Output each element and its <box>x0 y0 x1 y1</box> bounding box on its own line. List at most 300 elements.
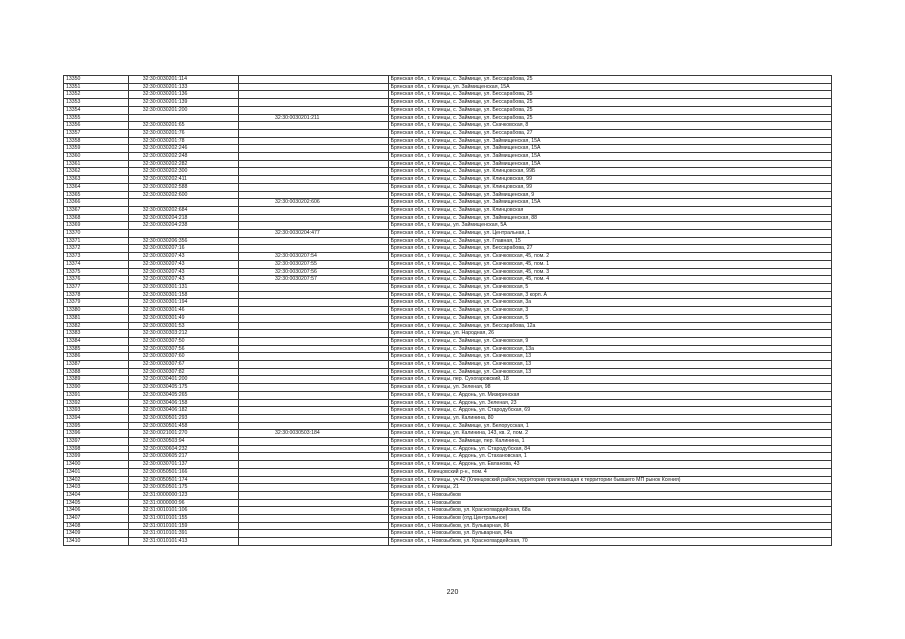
table-row <box>64 245 832 253</box>
related-cadastral-number-cell <box>239 176 389 184</box>
related-cadastral-number-cell <box>239 137 389 145</box>
cadastral-number-cell: 32:30:0030207:16 <box>128 245 238 253</box>
related-cadastral-number-cell <box>239 353 389 361</box>
address-cell: Брянская обл., г. Клинцы, с. Займище, ул. Клинцовская, 99 <box>388 176 831 184</box>
row-number-cell: 13375 <box>64 268 129 276</box>
address-cell: Брянская обл., г. Клинцы, с. Займище, ул. Клинцовская <box>388 206 831 214</box>
cadastral-number-cell: 32:31:0000000:96 <box>128 499 238 507</box>
table-row <box>64 199 832 207</box>
row-number-cell: 13362 <box>64 168 129 176</box>
table-row <box>64 237 832 245</box>
table-row <box>64 176 832 184</box>
cadastral-number-cell: 32:30:0030207:43 <box>128 253 238 261</box>
table-row <box>64 137 832 145</box>
related-cadastral-number-cell <box>239 245 389 253</box>
table-row <box>64 414 832 422</box>
row-number-cell: 13366 <box>64 199 129 207</box>
related-cadastral-number-cell <box>239 83 389 91</box>
related-cadastral-number-cell <box>239 414 389 422</box>
address-cell: Брянская обл., г. Клинцы, с. Займище, ул. Бессарабова, 12а <box>388 322 831 330</box>
address-cell: Брянская обл., г. Клинцы, с. Займище, ул. Скачковская, 9 <box>388 337 831 345</box>
cadastral-number-cell: 32:30:0030202:684 <box>128 206 238 214</box>
related-cadastral-number-cell <box>239 476 389 484</box>
address-cell: Брянская обл., г. Клинцы, с. Займище, ул. Белорусская, 1 <box>388 422 831 430</box>
table-row <box>64 422 832 430</box>
row-number-cell: 13354 <box>64 106 129 114</box>
row-number-cell: 13400 <box>64 461 129 469</box>
cadastral-number-cell: 32:30:0050501:175 <box>128 484 238 492</box>
table-row <box>64 376 832 384</box>
address-cell: Брянская обл., г. Клинцы, с. Займище, ул. Бессарабова, 25 <box>388 91 831 99</box>
address-cell: Брянская обл., г. Клинцы, с. Займище, ул. Скачковская, 45, пом. 4 <box>388 276 831 284</box>
cadastral-number-cell: 32:30:0030202:411 <box>128 176 238 184</box>
related-cadastral-number-cell <box>239 129 389 137</box>
cadastral-number-cell: 32:30:0030301:46 <box>128 307 238 315</box>
related-cadastral-number-cell <box>239 206 389 214</box>
address-cell: Брянская обл., г. Клинцы, 21 <box>388 484 831 492</box>
cadastral-number-cell: 32:30:0050501:174 <box>128 476 238 484</box>
cadastral-number-cell: 32:30:0030202:600 <box>128 191 238 199</box>
table-row <box>64 91 832 99</box>
address-cell: Брянская обл., г. Клинцы, ул. Народная, 26 <box>388 330 831 338</box>
table-row <box>64 430 832 438</box>
cadastral-number-cell: 32:30:0030201:200 <box>128 106 238 114</box>
address-cell: Брянская обл., г. Клинцы, с. Займище, ул. Займищенская, 88 <box>388 214 831 222</box>
cadastral-table <box>63 75 832 546</box>
cadastral-number-cell: 32:30:0030301:194 <box>128 299 238 307</box>
cadastral-number-cell: 32:30:0030501:458 <box>128 422 238 430</box>
table-row <box>64 391 832 399</box>
row-number-cell: 13351 <box>64 83 129 91</box>
address-cell: Брянская обл., г. Клинцы, с. Займище, ул. Скачковская, 13 <box>388 361 831 369</box>
row-number-cell: 13363 <box>64 176 129 184</box>
table-row <box>64 160 832 168</box>
table-row <box>64 322 832 330</box>
table-row <box>64 276 832 284</box>
address-cell: Брянская обл., г. Клинцы, с. Займище, ул. Займищенская, 15А <box>388 153 831 161</box>
address-cell: Брянская обл., г. Новозыбков (отд.Центральное) <box>388 515 831 523</box>
cadastral-number-cell: 32:30:0030201:136 <box>128 91 238 99</box>
related-cadastral-number-cell: 32:30:0030207:55 <box>239 260 389 268</box>
address-cell: Брянская обл., г. Клинцы, с. Займище, ул. Скачковская, 13 <box>388 353 831 361</box>
table-row <box>64 314 832 322</box>
row-number-cell: 13410 <box>64 538 129 546</box>
row-number-cell: 13391 <box>64 391 129 399</box>
table-row <box>64 538 832 546</box>
row-number-cell: 13394 <box>64 414 129 422</box>
address-cell: Брянская обл., г. Клинцы, с. Ардонь, ул. Стахановская, 1 <box>388 453 831 461</box>
cadastral-number-cell: 32:31:0010101:391 <box>128 530 238 538</box>
cadastral-number-cell: 32:30:0030503:94 <box>128 438 238 446</box>
address-cell: Брянская обл., г. Клинцы, с. Займище, ул. Займищенская, 15А <box>388 199 831 207</box>
table-row <box>64 330 832 338</box>
related-cadastral-number-cell <box>239 99 389 107</box>
address-cell: Брянская обл., г. Клинцы, с. Займище, ул. Займищенская, 15А <box>388 137 831 145</box>
related-cadastral-number-cell <box>239 438 389 446</box>
address-cell: Брянская обл., г. Клинцы, с. Займище, ул. Клинцовская, 99 <box>388 183 831 191</box>
table-row <box>64 515 832 523</box>
table-row <box>64 129 832 137</box>
row-number-cell: 13367 <box>64 206 129 214</box>
table-row <box>64 353 832 361</box>
row-number-cell: 13369 <box>64 222 129 230</box>
row-number-cell: 13401 <box>64 468 129 476</box>
cadastral-number-cell <box>128 199 238 207</box>
table-row <box>64 106 832 114</box>
address-cell: Брянская обл., г. Клинцы, с. Займище, ул. Скачковская, 45, пом. 2 <box>388 253 831 261</box>
related-cadastral-number-cell <box>239 291 389 299</box>
related-cadastral-number-cell <box>239 307 389 315</box>
page-number: 220 <box>446 589 459 596</box>
address-cell: Брянская обл., г. Клинцы, с. Ардонь, ул. Зеленая, 23 <box>388 399 831 407</box>
row-number-cell: 13385 <box>64 345 129 353</box>
table-row <box>64 522 832 530</box>
address-cell: Брянская обл., г. Клинцы, пер. Сухогаровский, 18 <box>388 376 831 384</box>
related-cadastral-number-cell <box>239 214 389 222</box>
address-cell: Брянская обл., г. Клинцы, с. Займище, ул. Клинцовская, 99Б <box>388 168 831 176</box>
address-cell: Брянская обл., г. Клинцы, с. Ардонь, ул. Стародубская, 69 <box>388 407 831 415</box>
table-row <box>64 461 832 469</box>
row-number-cell: 13382 <box>64 322 129 330</box>
related-cadastral-number-cell <box>239 91 389 99</box>
table-row <box>64 384 832 392</box>
table-row <box>64 491 832 499</box>
related-cadastral-number-cell <box>239 337 389 345</box>
related-cadastral-number-cell <box>239 314 389 322</box>
row-number-cell: 13380 <box>64 307 129 315</box>
related-cadastral-number-cell <box>239 499 389 507</box>
address-cell: Брянская обл., г. Клинцы, с. Займище, ул. Бессарабова, 27 <box>388 245 831 253</box>
related-cadastral-number-cell <box>239 491 389 499</box>
related-cadastral-number-cell <box>239 376 389 384</box>
address-cell: Брянская обл., г. Клинцы, с. Займище, ул. Бессарабова, 25 <box>388 106 831 114</box>
table-row <box>64 407 832 415</box>
cadastral-number-cell: 32:30:0030301:131 <box>128 283 238 291</box>
related-cadastral-number-cell <box>239 122 389 130</box>
table-row <box>64 453 832 461</box>
address-cell: Брянская обл., г. Клинцы, ул. Зеленая, 98 <box>388 384 831 392</box>
address-cell: Брянская обл., г. Клинцы, с. Займище, ул. Скачковская, 45, пом. 1 <box>388 260 831 268</box>
row-number-cell: 13407 <box>64 515 129 523</box>
row-number-cell: 13374 <box>64 260 129 268</box>
address-cell: Брянская обл., г. Клинцы, с. Ардонь, ул. Стародубская, 84 <box>388 445 831 453</box>
cadastral-number-cell: 32:31:0010101:155 <box>128 515 238 523</box>
table-row <box>64 253 832 261</box>
table-row <box>64 345 832 353</box>
cadastral-number-cell: 32:30:0030307:67 <box>128 361 238 369</box>
table-row <box>64 145 832 153</box>
row-number-cell: 13360 <box>64 153 129 161</box>
row-number-cell: 13350 <box>64 76 129 84</box>
related-cadastral-number-cell <box>239 183 389 191</box>
address-cell: Брянская обл., г. Клинцы, с. Займище, ул. Центральная, 1 <box>388 230 831 238</box>
cadastral-number-cell: 32:30:0021001:270 <box>128 430 238 438</box>
row-number-cell: 13409 <box>64 530 129 538</box>
table-row <box>64 214 832 222</box>
related-cadastral-number-cell <box>239 237 389 245</box>
address-cell: Брянская обл., г. Новозыбков, ул. Красногвардейская, 70 <box>388 538 831 546</box>
row-number-cell: 13386 <box>64 353 129 361</box>
cadastral-number-cell: 32:30:0030301:158 <box>128 291 238 299</box>
related-cadastral-number-cell <box>239 515 389 523</box>
cadastral-number-cell: 32:30:0030201:139 <box>128 99 238 107</box>
row-number-cell: 13364 <box>64 183 129 191</box>
cadastral-number-cell: 32:30:0030207:43 <box>128 268 238 276</box>
address-cell: Брянская обл., Клинцовский р-н., пом. 4 <box>388 468 831 476</box>
cadastral-number-cell: 32:30:0030207:43 <box>128 276 238 284</box>
cadastral-number-cell <box>128 114 238 122</box>
related-cadastral-number-cell <box>239 407 389 415</box>
row-number-cell: 13390 <box>64 384 129 392</box>
related-cadastral-number-cell <box>239 453 389 461</box>
cadastral-number-cell: 32:30:0030204:238 <box>128 222 238 230</box>
cadastral-number-cell: 32:30:0030202:246 <box>128 145 238 153</box>
cadastral-number-cell: 32:30:0030301:53 <box>128 322 238 330</box>
related-cadastral-number-cell: 32:30:0030204:477 <box>239 230 389 238</box>
address-cell: Брянская обл., г. Клинцы, с. Займище, ул. Бессарабова, 25 <box>388 99 831 107</box>
address-cell: Брянская обл., г. Клинцы, с. Займище, ул. Бессарабова, 27 <box>388 129 831 137</box>
address-cell: Брянская обл., г. Клинцы, с. Займище, ул. Скачковская, 45, пом. 3 <box>388 268 831 276</box>
cadastral-number-cell: 32:30:0030604:232 <box>128 445 238 453</box>
row-number-cell: 13406 <box>64 507 129 515</box>
cadastral-number-cell: 32:30:0050501:166 <box>128 468 238 476</box>
address-cell: Брянская обл., г. Клинцы, с. Займище, ул. Скачковская, 13а <box>388 345 831 353</box>
address-cell: Брянская обл., г. Новозыбков <box>388 499 831 507</box>
related-cadastral-number-cell <box>239 322 389 330</box>
related-cadastral-number-cell <box>239 391 389 399</box>
address-cell: Брянская обл., г. Клинцы, уч.42 (Клинцовский район,территория прилегающая к территории бывшего МП рынок Ксения) <box>388 476 831 484</box>
table-row <box>64 99 832 107</box>
cadastral-number-cell: 32:31:0000000:123 <box>128 491 238 499</box>
related-cadastral-number-cell <box>239 361 389 369</box>
row-number-cell: 13356 <box>64 122 129 130</box>
cadastral-number-cell: 32:30:0030307:60 <box>128 353 238 361</box>
address-cell: Брянская обл., г. Клинцы, с. Займище, ул. Бессарабова, 25 <box>388 76 831 84</box>
related-cadastral-number-cell <box>239 299 389 307</box>
row-number-cell: 13373 <box>64 253 129 261</box>
row-number-cell: 13368 <box>64 214 129 222</box>
address-cell: Брянская обл., г. Клинцы, с. Займище, ул. Главная, 15 <box>388 237 831 245</box>
table-row <box>64 76 832 84</box>
related-cadastral-number-cell <box>239 468 389 476</box>
row-number-cell: 13384 <box>64 337 129 345</box>
row-number-cell: 13365 <box>64 191 129 199</box>
address-cell: Брянская обл., г. Клинцы, с. Займище, ул. Скачковская, 5 <box>388 314 831 322</box>
address-cell: Брянская обл., г. Клинцы, с. Ардонь, ул. Евланова, 43 <box>388 461 831 469</box>
table-row <box>64 399 832 407</box>
related-cadastral-number-cell: 32:30:0030207:54 <box>239 253 389 261</box>
cadastral-number-cell: 32:31:0010101:159 <box>128 522 238 530</box>
related-cadastral-number-cell <box>239 283 389 291</box>
cadastral-number-cell: 32:31:0010101:413 <box>128 538 238 546</box>
address-cell: Брянская обл., г. Клинцы, с. Займище, ул. Скачковская, 3а <box>388 299 831 307</box>
cadastral-number-cell: 32:30:0030501:293 <box>128 414 238 422</box>
table-row <box>64 299 832 307</box>
row-number-cell: 13352 <box>64 91 129 99</box>
related-cadastral-number-cell: 32:30:0030202:606 <box>239 199 389 207</box>
row-number-cell: 13355 <box>64 114 129 122</box>
row-number-cell: 13408 <box>64 522 129 530</box>
row-number-cell: 13393 <box>64 407 129 415</box>
row-number-cell: 13361 <box>64 160 129 168</box>
row-number-cell: 13395 <box>64 422 129 430</box>
related-cadastral-number-cell <box>239 422 389 430</box>
row-number-cell: 13379 <box>64 299 129 307</box>
related-cadastral-number-cell <box>239 445 389 453</box>
table-body <box>64 76 832 546</box>
row-number-cell: 13383 <box>64 330 129 338</box>
related-cadastral-number-cell <box>239 345 389 353</box>
row-number-cell: 13405 <box>64 499 129 507</box>
row-number-cell: 13388 <box>64 368 129 376</box>
row-number-cell: 13404 <box>64 491 129 499</box>
cadastral-number-cell: 32:30:0030301:49 <box>128 314 238 322</box>
related-cadastral-number-cell <box>239 507 389 515</box>
cadastral-number-cell: 32:30:0030405:175 <box>128 384 238 392</box>
cadastral-number-cell: 32:30:0030206:356 <box>128 237 238 245</box>
cadastral-number-cell: 32:30:0030202:300 <box>128 168 238 176</box>
related-cadastral-number-cell <box>239 106 389 114</box>
related-cadastral-number-cell <box>239 145 389 153</box>
table-row <box>64 168 832 176</box>
table-row <box>64 507 832 515</box>
address-cell: Брянская обл., г. Клинцы, ул. Займищенская, 5А <box>388 222 831 230</box>
table-row <box>64 438 832 446</box>
cadastral-number-cell: 32:30:0030202:588 <box>128 183 238 191</box>
related-cadastral-number-cell: 32:30:0030207:57 <box>239 276 389 284</box>
address-cell: Брянская обл., г. Клинцы, ул. Калинина, 143, кв. 2, пом. 2 <box>388 430 831 438</box>
related-cadastral-number-cell <box>239 530 389 538</box>
row-number-cell: 13358 <box>64 137 129 145</box>
address-cell: Брянская обл., г. Новозыбков, ул. Бульварная, 86 <box>388 522 831 530</box>
address-cell: Брянская обл., г. Клинцы, с. Займище, ул. Скачковская, 13 <box>388 368 831 376</box>
cadastral-number-cell: 32:30:0030307:50 <box>128 337 238 345</box>
table-row <box>64 291 832 299</box>
related-cadastral-number-cell <box>239 160 389 168</box>
address-cell: Брянская обл., г. Клинцы, с. Займище, ул. Бессарабова, 25 <box>388 114 831 122</box>
row-number-cell: 13399 <box>64 453 129 461</box>
table-row <box>64 206 832 214</box>
table-row <box>64 283 832 291</box>
row-number-cell: 13353 <box>64 99 129 107</box>
related-cadastral-number-cell: 32:30:0030503:184 <box>239 430 389 438</box>
address-cell: Брянская обл., г. Клинцы, ул. Калинина, 80 <box>388 414 831 422</box>
related-cadastral-number-cell: 32:30:0030207:56 <box>239 268 389 276</box>
table-row <box>64 530 832 538</box>
row-number-cell: 13402 <box>64 476 129 484</box>
related-cadastral-number-cell: 32:30:0030201:211 <box>239 114 389 122</box>
cadastral-number-cell: 32:30:0030307:56 <box>128 345 238 353</box>
address-cell: Брянская обл., г. Клинцы, с. Займище, пер. Калинина, 1 <box>388 438 831 446</box>
cadastral-number-cell: 32:30:0030406:182 <box>128 407 238 415</box>
address-cell: Брянская обл., г. Клинцы, с. Займище, ул. Скачковская, 8 <box>388 122 831 130</box>
table-row <box>64 484 832 492</box>
row-number-cell: 13377 <box>64 283 129 291</box>
cadastral-number-cell: 32:30:0030701:137 <box>128 461 238 469</box>
table-row <box>64 222 832 230</box>
row-number-cell: 13378 <box>64 291 129 299</box>
related-cadastral-number-cell <box>239 191 389 199</box>
table-row <box>64 114 832 122</box>
address-cell: Брянская обл., г. Клинцы, ул. Займищенская, 15А <box>388 83 831 91</box>
table-row <box>64 361 832 369</box>
row-number-cell: 13371 <box>64 237 129 245</box>
table-row <box>64 445 832 453</box>
table-row <box>64 307 832 315</box>
cadastral-number-cell <box>128 230 238 238</box>
table-row <box>64 499 832 507</box>
cadastral-number-cell: 32:30:0030207:43 <box>128 260 238 268</box>
cadastral-number-cell: 32:30:0030202:282 <box>128 160 238 168</box>
cadastral-number-cell: 32:30:0030307:82 <box>128 368 238 376</box>
cadastral-number-cell: 32:30:0030605:217 <box>128 453 238 461</box>
row-number-cell: 13376 <box>64 276 129 284</box>
table-row <box>64 368 832 376</box>
address-cell: Брянская обл., г. Клинцы, с. Займище, ул. Скачковская, 3 корп. А <box>388 291 831 299</box>
row-number-cell: 13357 <box>64 129 129 137</box>
related-cadastral-number-cell <box>239 399 389 407</box>
row-number-cell: 13392 <box>64 399 129 407</box>
table-row <box>64 230 832 238</box>
row-number-cell: 13387 <box>64 361 129 369</box>
row-number-cell: 13389 <box>64 376 129 384</box>
table-row <box>64 122 832 130</box>
address-cell: Брянская обл., г. Новозыбков <box>388 491 831 499</box>
related-cadastral-number-cell <box>239 330 389 338</box>
cadastral-number-cell: 32:30:0030201:78 <box>128 137 238 145</box>
address-cell: Брянская обл., г. Клинцы, с. Займище, ул. Займищенская, 9 <box>388 191 831 199</box>
related-cadastral-number-cell <box>239 461 389 469</box>
table-row <box>64 183 832 191</box>
related-cadastral-number-cell <box>239 484 389 492</box>
cadastral-number-cell: 32:30:0030406:158 <box>128 399 238 407</box>
related-cadastral-number-cell <box>239 384 389 392</box>
related-cadastral-number-cell <box>239 222 389 230</box>
address-cell: Брянская обл., г. Клинцы, с. Займище, ул. Скачковская, 3 <box>388 307 831 315</box>
address-cell: Брянская обл., г. Клинцы, с. Ардонь, ул. Мизиринская <box>388 391 831 399</box>
row-number-cell: 13372 <box>64 245 129 253</box>
cadastral-number-cell: 32:30:0030204:218 <box>128 214 238 222</box>
table-row <box>64 191 832 199</box>
cadastral-number-cell: 32:30:0030405:265 <box>128 391 238 399</box>
related-cadastral-number-cell <box>239 76 389 84</box>
related-cadastral-number-cell <box>239 153 389 161</box>
cadastral-number-cell: 32:30:0030401:200 <box>128 376 238 384</box>
row-number-cell: 13396 <box>64 430 129 438</box>
table-row <box>64 337 832 345</box>
cadastral-number-cell: 32:30:0030201:133 <box>128 83 238 91</box>
address-cell: Брянская обл., г. Клинцы, с. Займище, ул. Скачковская, 5 <box>388 283 831 291</box>
address-cell: Брянская обл., г. Новозыбков, ул. Красногвардейская, 68а <box>388 507 831 515</box>
related-cadastral-number-cell <box>239 368 389 376</box>
related-cadastral-number-cell <box>239 538 389 546</box>
cadastral-number-cell: 32:30:0030201:65 <box>128 122 238 130</box>
address-cell: Брянская обл., г. Клинцы, с. Займище, ул. Займищенская, 15А <box>388 160 831 168</box>
row-number-cell: 13370 <box>64 230 129 238</box>
table-row <box>64 468 832 476</box>
row-number-cell: 13359 <box>64 145 129 153</box>
table-row <box>64 153 832 161</box>
cadastral-number-cell: 32:30:0030201:114 <box>128 76 238 84</box>
cadastral-number-cell: 32:30:0030201:76 <box>128 129 238 137</box>
address-cell: Брянская обл., г. Клинцы, с. Займище, ул. Займищенская, 15А <box>388 145 831 153</box>
row-number-cell: 13381 <box>64 314 129 322</box>
table-row <box>64 268 832 276</box>
row-number-cell: 13398 <box>64 445 129 453</box>
related-cadastral-number-cell <box>239 168 389 176</box>
row-number-cell: 13397 <box>64 438 129 446</box>
cadastral-number-cell: 32:30:0030202:248 <box>128 153 238 161</box>
